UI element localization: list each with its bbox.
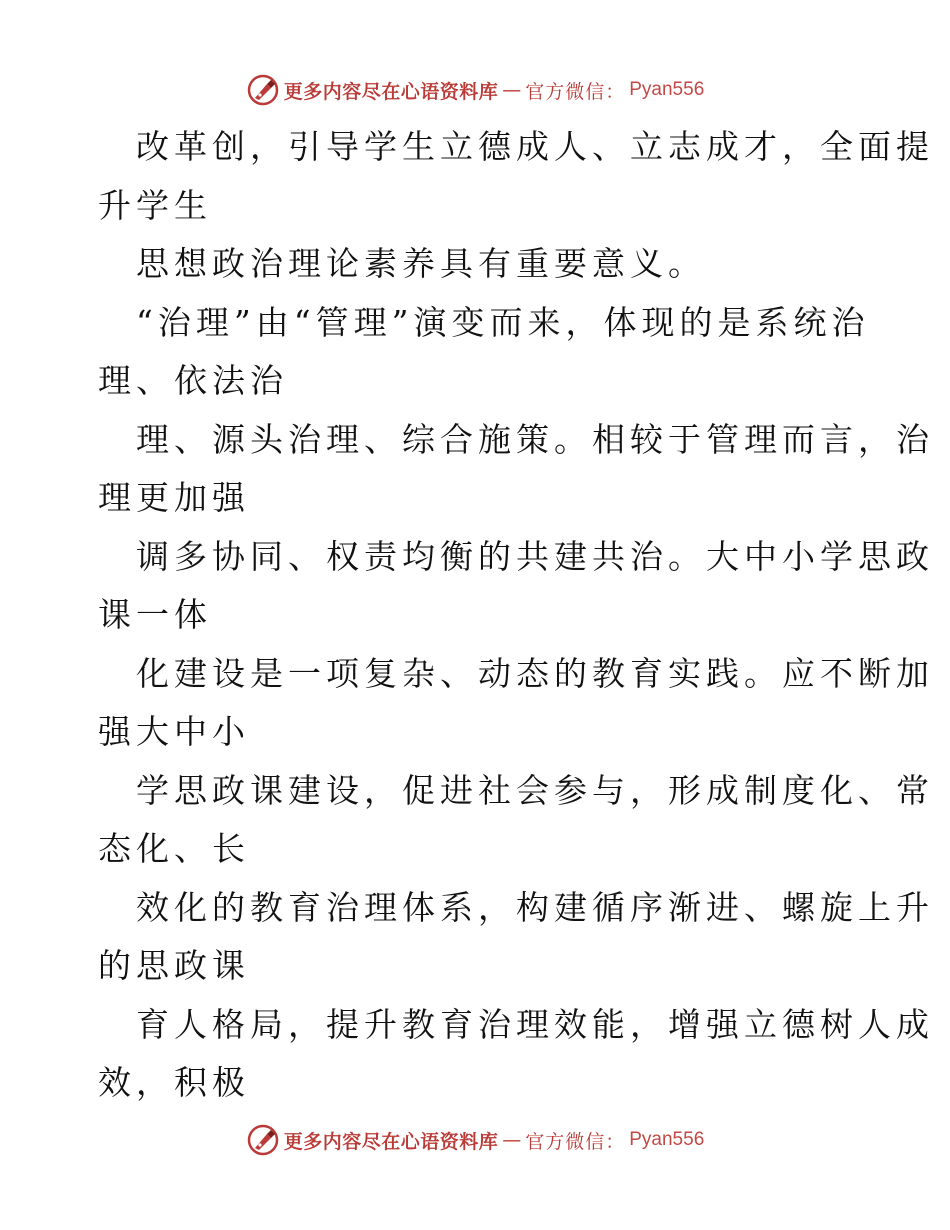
text-line: “治理”由“管理”演变而来，体现的是系统治 (136, 302, 870, 342)
text-line: 化建设是一项复杂、动态的教育实践。应不断加 (136, 653, 934, 693)
text-line: 理、源头治理、综合施策。相较于管理而言，治 (136, 419, 934, 459)
watermark-wechat-label: 官方微信： (525, 80, 626, 103)
text-line: 态化、长 (98, 829, 250, 868)
text-line: 思想政治理论素养具有重要意义。 (136, 244, 706, 283)
text-line: 理、依法治 (98, 361, 288, 400)
text-line: 理更加强 (98, 478, 250, 517)
watermark-separator: — (502, 1129, 522, 1151)
watermark-wechat-label: 官方微信： (525, 1130, 626, 1153)
watermark-wechat-id: Pyan556 (629, 79, 705, 100)
text-line: 学思政课建设，促进社会参与，形成制度化、常 (136, 770, 934, 810)
footer-watermark (0, 1120, 950, 1160)
text-line: 效化的教育治理体系，构建循序渐进、螺旋上升 (136, 887, 934, 927)
watermark-separator: — (502, 79, 522, 101)
text-line: 课一体 (98, 595, 212, 634)
header-watermark (0, 70, 950, 110)
text-line: 升学生 (98, 185, 212, 225)
body-text (98, 118, 934, 1113)
watermark-wechat-id: Pyan556 (629, 1129, 705, 1150)
watermark-main-text: 更多内容尽在心语资料库 (283, 80, 499, 103)
text-line: 强大中小 (98, 712, 250, 751)
pen-nib-logo-icon (246, 73, 280, 107)
watermark-main-text: 更多内容尽在心语资料库 (283, 1130, 499, 1153)
text-line: 改革创，引导学生立德成人、立志成才，全面提 (136, 127, 934, 166)
text-line: 育人格局，提升教育治理效能，增强立德树人成 (136, 1004, 934, 1044)
text-line: 调多协同、权责均衡的共建共治。大中小学思政 (136, 536, 934, 576)
text-line: 效，积极 (98, 1063, 250, 1102)
pen-nib-logo-icon (246, 1123, 280, 1157)
text-line: 的思政课 (98, 946, 250, 985)
